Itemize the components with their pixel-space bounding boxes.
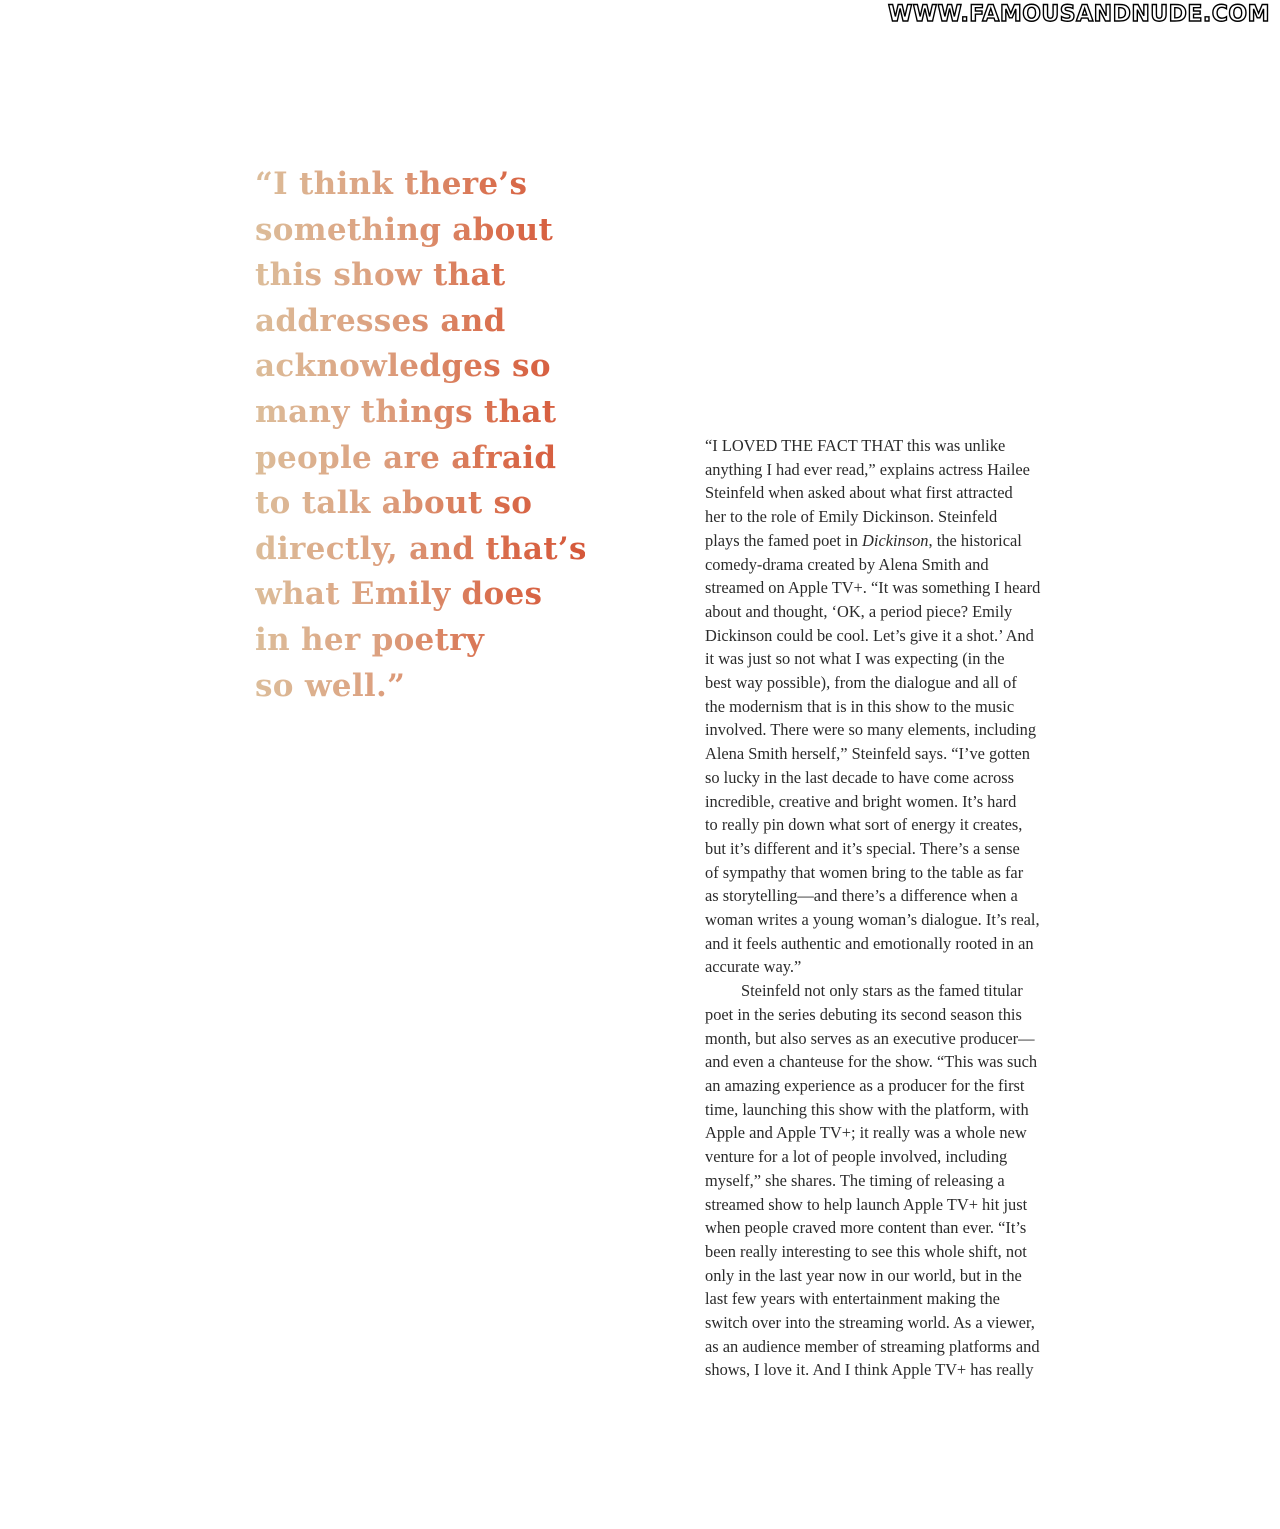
article-line: her to the role of Emily Dickinson. Steinfeld: [705, 507, 998, 527]
article-line: Dickinson could be cool. Let’s give it a shot.’ And: [705, 625, 1034, 645]
article-line: as storytelling—and there’s a difference when a: [705, 886, 1018, 906]
article-line: time, launching this show with the platform, with: [705, 1099, 1029, 1119]
article-line: poet in the series debuting its second season this: [705, 1004, 1022, 1024]
article-line: myself,” she shares. The timing of releasing a: [705, 1170, 1005, 1190]
article-line: been really interesting to see this whole shift, not: [705, 1241, 1027, 1261]
article-line: and it feels authentic and emotionally rooted in an: [705, 933, 1034, 953]
pull-quote-line: this show that: [255, 253, 585, 299]
pull-quote-line: acknowledges so: [255, 344, 585, 390]
pull-quote-line: directly, and that’s: [255, 527, 585, 573]
article-line: Steinfeld when asked about what first attracted: [705, 483, 1013, 503]
pull-quote-line: something about: [255, 208, 585, 254]
article-line: only in the last year now in our world, but in the: [705, 1265, 1022, 1285]
article-line: it was just so not what I was expecting (in the: [705, 649, 1005, 669]
article-line: about and thought, ‘OK, a period piece? Emily: [705, 601, 1013, 621]
article-line: when people craved more content than ever. “It’s: [705, 1218, 1027, 1238]
article-line: streamed on Apple TV+. “It was something I heard: [705, 578, 1041, 598]
article-line: Apple and Apple TV+; it really was a whole new: [705, 1123, 1027, 1143]
article-line: and even a chanteuse for the show. “This was such: [705, 1052, 1038, 1072]
pull-quote-line: addresses and: [255, 299, 585, 345]
article-line: an amazing experience as a producer for the first: [705, 1075, 1025, 1095]
pull-quote-line: so well.”: [255, 664, 585, 710]
article-line: “I LOVED THE FACT THAT this was unlike: [705, 436, 1006, 455]
article-line: as an audience member of streaming platforms and: [705, 1336, 1040, 1356]
article-line: streamed show to help launch Apple TV+ hit just: [705, 1194, 1028, 1214]
show-title-italic: Dickinson: [862, 530, 929, 550]
pull-quote-line: what Emily does: [255, 572, 585, 618]
article-line: Alena Smith herself,” Steinfeld says. “I’ve gotten: [705, 744, 1030, 764]
article-line: involved. There were so many elements, including: [705, 720, 1037, 740]
article-body: [705, 434, 1075, 1382]
article-line: venture for a lot of people involved, including: [705, 1147, 1008, 1167]
article-line: the modernism that is in this show to the music: [705, 696, 1015, 716]
article-line: anything I had ever read,” explains actress Hailee: [705, 459, 1030, 479]
pull-quote-line: “I think there’s: [255, 162, 585, 208]
article-line: so lucky in the last decade to have come across: [705, 767, 1015, 787]
article-line: last few years with entertainment making the: [705, 1289, 1000, 1309]
article-line: accurate way.”: [705, 957, 802, 977]
article-line: best way possible), from the dialogue and all of: [705, 673, 1017, 693]
article-line: month, but also serves as an executive producer—: [705, 1028, 1035, 1048]
article-line: switch over into the streaming world. As a viewer,: [705, 1313, 1035, 1333]
article-line: plays the famed poet in Dickinson, the historical: [705, 530, 1022, 550]
article-line: of sympathy that women bring to the table as far: [705, 862, 1024, 882]
pull-quote: [255, 162, 585, 709]
article-line: Steinfeld not only stars as the famed titular: [741, 981, 1023, 1001]
article-line: to really pin down what sort of energy it creates,: [705, 815, 1023, 835]
pull-quote-line: in her poetry: [255, 618, 585, 664]
article-line: comedy-drama created by Alena Smith and: [705, 554, 989, 574]
pull-quote-line: people are afraid: [255, 436, 585, 482]
article-line: incredible, creative and bright women. It’s hard: [705, 791, 1017, 811]
pull-quote-line: many things that: [255, 390, 585, 436]
article-line: woman writes a young woman’s dialogue. It’s real,: [705, 910, 1040, 930]
article-line: but it’s different and it’s special. There’s a sense: [705, 838, 1020, 858]
watermark-text: WWW.FAMOUSANDNUDE.COM: [887, 2, 1270, 27]
article-line: shows, I love it. And I think Apple TV+ has really: [705, 1360, 1034, 1380]
pull-quote-line: to talk about so: [255, 481, 585, 527]
